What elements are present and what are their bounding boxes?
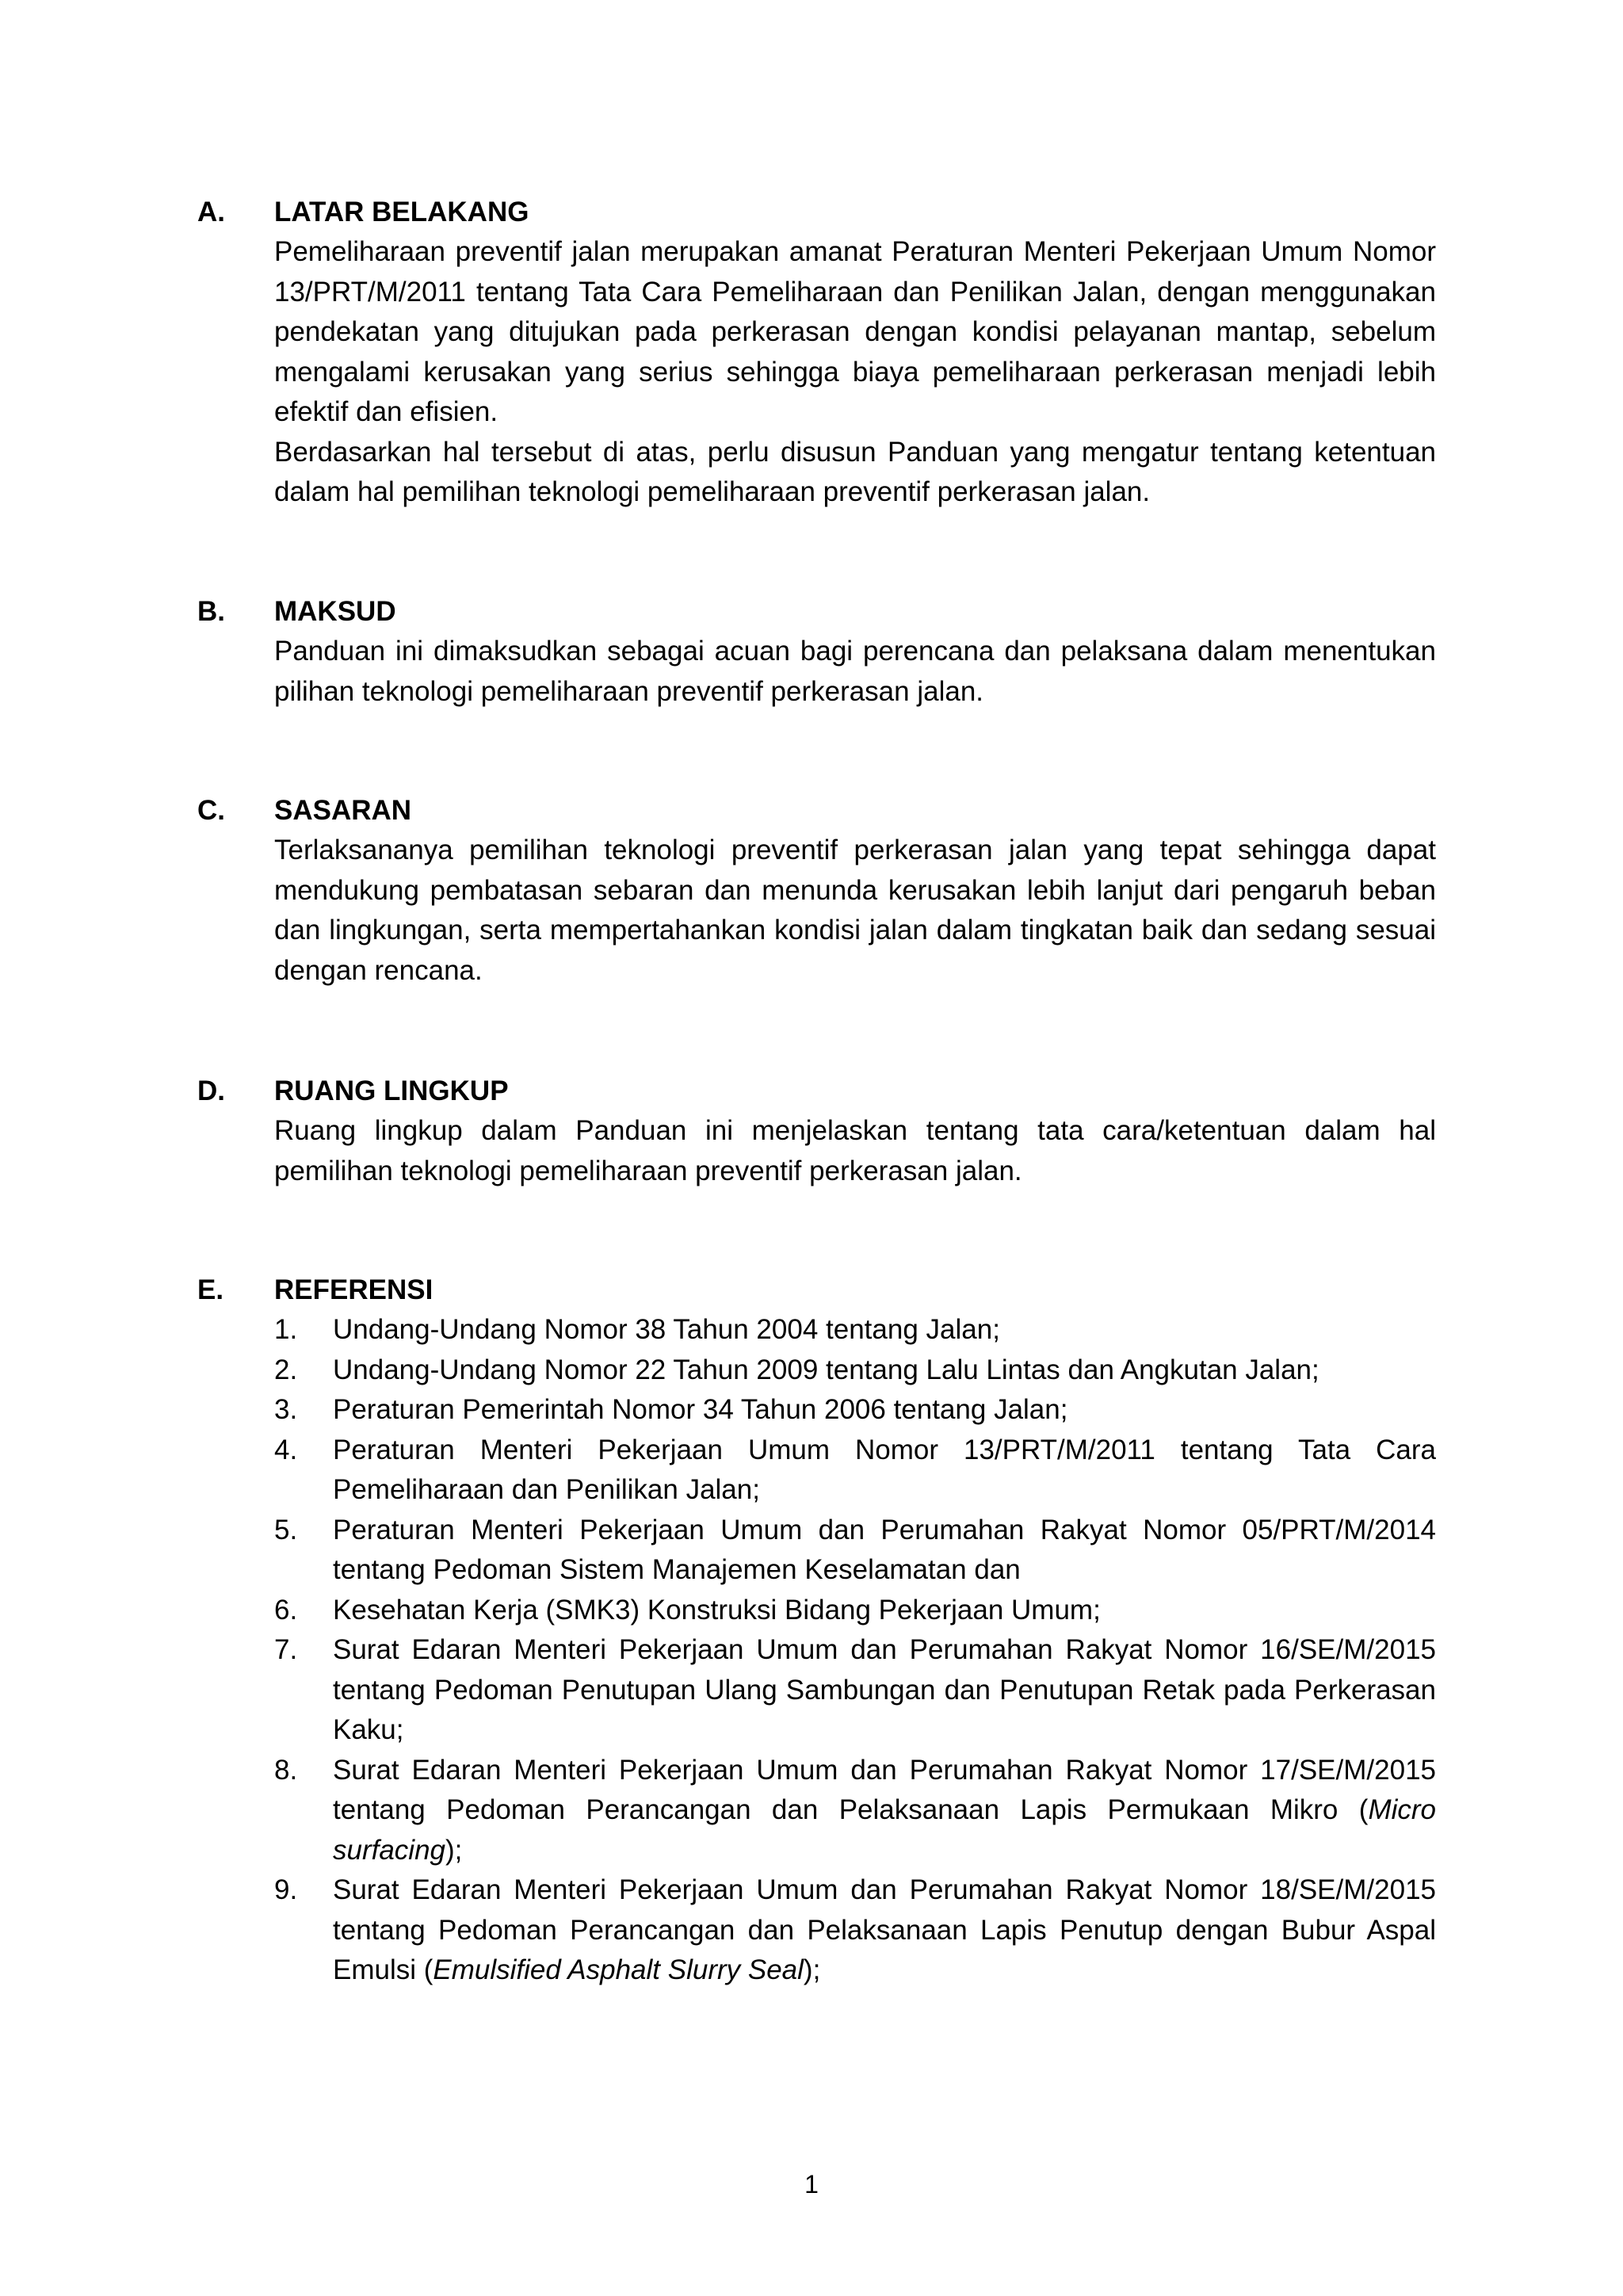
- reference-text: Kesehatan Kerja (SMK3) Konstruksi Bidang Pekerjaan Umum;: [333, 1594, 1101, 1626]
- reference-text: Undang-Undang Nomor 38 Tahun 2004 tentang Jalan;: [333, 1314, 1000, 1345]
- reference-item: [274, 1630, 1436, 1751]
- paragraph: Ruang lingkup dalam Panduan ini menjelaskan tentang tata cara/ketentuan dalam hal pemilihan teknologi pemeliharaan preventif perkerasan jalan.: [274, 1115, 1436, 1186]
- section-heading: [197, 193, 1436, 232]
- reference-text: Peraturan Pemerintah Nomor 34 Tahun 2006 tentang Jalan;: [333, 1394, 1068, 1425]
- section-heading: [197, 592, 1436, 632]
- section-letter: E.: [197, 1274, 224, 1305]
- section-title: RUANG LINGKUP: [274, 1075, 509, 1106]
- reference-number: 3.: [274, 1394, 298, 1425]
- paragraph: Terlaksananya pemilihan teknologi preventif perkerasan jalan yang tepat sehingga dapat mendukung pembatasan sebaran dan menunda kerusakan lebih lanjut dari pengaruh beban dan lingkungan, serta mempertahankan kondisi jalan dalam tingkatan baik dan sedang sesuai dengan rencana.: [274, 835, 1436, 986]
- reference-item: [274, 1350, 1436, 1391]
- reference-item: [274, 1310, 1436, 1350]
- section-latar-belakang: [197, 193, 1436, 513]
- page-number: 1: [804, 2170, 819, 2199]
- reference-item: [274, 1751, 1436, 1871]
- reference-item: [274, 1870, 1436, 1991]
- reference-text: Peraturan Menteri Pekerjaan Umum dan Perumahan Rakyat Nomor 05/PRT/M/2014 tentang Pedoman Sistem Manajemen Keselamatan dan: [333, 1514, 1436, 1585]
- reference-text-italic: Micro surfacing: [333, 1794, 1436, 1866]
- reference-text: Surat Edaran Menteri Pekerjaan Umum dan Perumahan Rakyat Nomor 16/SE/M/2015 tentang Pedoman Penutupan Ulang Sambungan dan Penutupan Retak pada Perkerasan Kaku;: [333, 1634, 1436, 1745]
- reference-number: 8.: [274, 1754, 298, 1786]
- reference-number: 6.: [274, 1594, 298, 1626]
- reference-text-part: );: [803, 1954, 821, 1985]
- section-heading: [197, 791, 1436, 831]
- reference-item: [274, 1431, 1436, 1511]
- reference-text: [333, 1751, 1436, 1871]
- section-letter: D.: [197, 1075, 225, 1106]
- reference-text-italic: Emulsified Asphalt Slurry Seal: [433, 1954, 804, 1985]
- paragraph: Berdasarkan hal tersebut di atas, perlu disusun Panduan yang mengatur tentang ketentuan dalam hal pemilihan teknologi pemeliharaan preventif perkerasan jalan.: [274, 436, 1436, 507]
- reference-number: 5.: [274, 1514, 298, 1545]
- reference-item: [274, 1390, 1436, 1431]
- reference-item: [274, 1511, 1436, 1591]
- section-heading: [197, 1270, 1436, 1310]
- reference-text: [333, 1870, 1436, 1991]
- reference-text: Peraturan Menteri Pekerjaan Umum Nomor 13/PRT/M/2011 tentang Tata Cara Pemeliharaan dan Penilikan Jalan;: [333, 1434, 1436, 1505]
- section-letter: C.: [197, 795, 225, 826]
- reference-item: [274, 1591, 1436, 1631]
- section-sasaran: [197, 791, 1436, 991]
- section-ruang-lingkup: [197, 1072, 1436, 1191]
- reference-number: 2.: [274, 1354, 298, 1385]
- section-title: LATAR BELAKANG: [274, 197, 529, 227]
- reference-number: 9.: [274, 1874, 298, 1905]
- section-heading: [197, 1072, 1436, 1111]
- reference-list: [274, 1310, 1436, 1991]
- reference-text-part: Surat Edaran Menteri Pekerjaan Umum dan Perumahan Rakyat Nomor 18/SE/M/2015 tentang Pedoman Perancangan dan Pelaksanaan Lapis Penutup dengan Bubur Aspal Emulsi (: [333, 1874, 1436, 1985]
- reference-number: 1.: [274, 1314, 298, 1345]
- reference-number: 7.: [274, 1634, 298, 1665]
- section-referensi: [197, 1270, 1436, 1991]
- reference-text-part: );: [445, 1834, 463, 1866]
- section-body: [274, 232, 1436, 513]
- reference-number: 4.: [274, 1434, 298, 1465]
- section-body: [274, 831, 1436, 991]
- paragraph: Panduan ini dimaksudkan sebagai acuan bagi perencana dan pelaksana dalam menentukan pilihan teknologi pemeliharaan preventif perkerasan jalan.: [274, 636, 1436, 707]
- section-body: [274, 1111, 1436, 1191]
- section-title: SASARAN: [274, 795, 412, 826]
- section-letter: A.: [197, 197, 225, 227]
- section-letter: B.: [197, 596, 225, 627]
- section-body: [274, 632, 1436, 712]
- reference-text: Undang-Undang Nomor 22 Tahun 2009 tentang Lalu Lintas dan Angkutan Jalan;: [333, 1354, 1319, 1385]
- section-maksud: [197, 592, 1436, 712]
- section-title: MAKSUD: [274, 596, 396, 627]
- paragraph: Pemeliharaan preventif jalan merupakan amanat Peraturan Menteri Pekerjaan Umum Nomor 13/PRT/M/2011 tentang Tata Cara Pemeliharaan dan Penilikan Jalan, dengan menggunakan pendekatan yang ditujukan pada perkerasan dengan kondisi pelayanan mantap, sebelum mengalami kerusakan yang serius sehingga biaya pemeliharaan perkerasan menjadi lebih efektif dan efisien.: [274, 236, 1436, 427]
- reference-text-part: Surat Edaran Menteri Pekerjaan Umum dan Perumahan Rakyat Nomor 17/SE/M/2015 tentang Pedoman Perancangan dan Pelaksanaan Lapis Permukaan Mikro (: [333, 1754, 1436, 1825]
- section-title: REFERENSI: [274, 1274, 433, 1305]
